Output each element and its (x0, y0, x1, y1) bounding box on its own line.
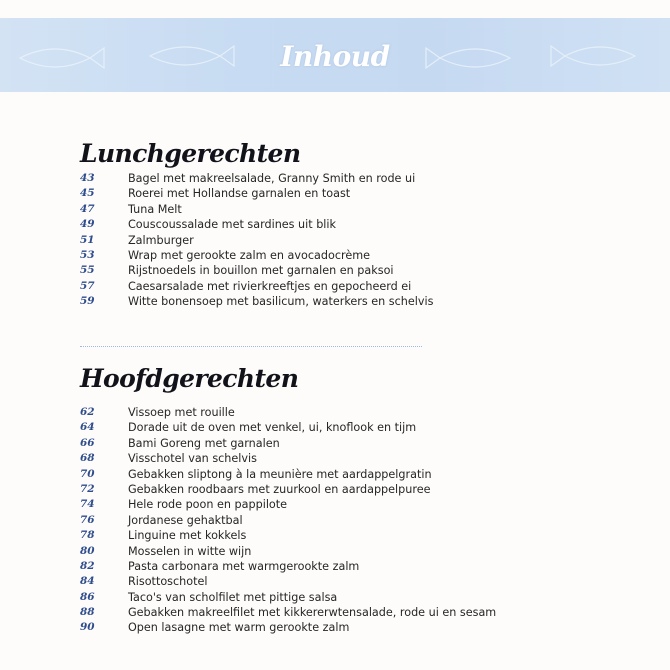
page-number: 88 (80, 606, 95, 619)
recipe-title: Dorade uit de oven met venkel, ui, knoflook en tijm (128, 421, 417, 435)
toc-item[interactable] (80, 620, 640, 635)
recipe-title: Tuna Melt (128, 202, 182, 216)
toc-list (80, 405, 640, 636)
recipe-title: Witte bonensoep met basilicum, waterkers en schelvis (128, 295, 434, 309)
page-number: 43 (80, 172, 95, 184)
page-number: 64 (80, 421, 95, 434)
toc-item[interactable] (80, 248, 640, 263)
page-number: 51 (80, 233, 95, 246)
recipe-title: Gebakken makreelfilet met kikkererwtensalade, rode ui en sesam (128, 606, 497, 620)
recipe-title: Linguine met kokkels (128, 529, 247, 543)
toc-item[interactable] (80, 605, 640, 620)
recipe-title: Zalmburger (128, 233, 194, 247)
toc-item[interactable] (80, 405, 640, 420)
header-banner (0, 18, 670, 92)
page-number: 66 (80, 436, 95, 449)
toc-item[interactable] (80, 513, 640, 528)
page-number: 86 (80, 590, 95, 603)
section-lunchgerechten (80, 137, 640, 310)
toc-list (80, 171, 640, 310)
recipe-title: Risottoschotel (128, 575, 208, 589)
toc-item[interactable] (80, 171, 640, 186)
recipe-title: Vissoep met rouille (128, 406, 235, 419)
toc-item[interactable] (80, 544, 640, 559)
recipe-title: Caesarsalade met rivierkreeftjes en gepocheerd ei (128, 279, 412, 293)
recipe-title: Gebakken sliptong à la meunière met aardappelgratin (128, 467, 432, 481)
recipe-title: Bagel met makreelsalade, Granny Smith en rode ui (128, 172, 416, 185)
page-number: 57 (80, 279, 95, 292)
recipe-title: Rijstnoedels in bouillon met garnalen en paksoi (128, 264, 394, 278)
page-number: 72 (80, 482, 95, 495)
recipe-title: Hele rode poon en pappilote (128, 498, 288, 512)
recipe-title: Visschotel van schelvis (128, 452, 257, 466)
page-number: 82 (80, 559, 95, 572)
toc-item[interactable] (80, 482, 640, 497)
page-number: 84 (80, 575, 95, 588)
recipe-title: Wrap met gerookte zalm en avocadocrème (128, 248, 370, 262)
recipe-title: Bami Goreng met garnalen (128, 436, 280, 450)
toc-item[interactable] (80, 436, 640, 451)
toc-item[interactable] (80, 559, 640, 574)
page-number: 70 (80, 467, 95, 480)
section-divider (80, 346, 422, 347)
toc-item[interactable] (80, 497, 640, 512)
page-number: 49 (80, 218, 95, 231)
toc-item[interactable] (80, 233, 640, 248)
page-number: 90 (80, 621, 95, 634)
toc-item[interactable] (80, 186, 640, 201)
recipe-title: Couscoussalade met sardines uit blik (128, 218, 336, 232)
recipe-title: Taco's van scholfilet met pittige salsa (128, 590, 338, 604)
recipe-title: Open lasagne met warm gerookte zalm (128, 621, 350, 635)
toc-item[interactable] (80, 202, 640, 217)
toc-item[interactable] (80, 263, 640, 278)
toc-item[interactable] (80, 574, 640, 589)
toc-item[interactable] (80, 467, 640, 482)
page-number: 80 (80, 544, 95, 557)
page-number: 62 (80, 406, 95, 418)
toc-item[interactable] (80, 217, 640, 232)
toc-item[interactable] (80, 294, 640, 309)
page-number: 68 (80, 452, 95, 465)
page-number: 53 (80, 248, 95, 261)
section-title: Hoofdgerechten (80, 364, 299, 393)
section-title: Lunchgerechten (80, 139, 301, 168)
section-hoofdgerechten (80, 362, 640, 636)
page-number: 55 (80, 264, 95, 277)
page-number: 76 (80, 513, 95, 526)
recipe-title: Gebakken roodbaars met zuurkool en aardappelpuree (128, 482, 431, 496)
page-title: Inhoud (280, 40, 390, 73)
recipe-title: Mosselen in witte wijn (128, 544, 252, 558)
toc-item[interactable] (80, 590, 640, 605)
page-number: 59 (80, 295, 95, 308)
page-number: 45 (80, 187, 95, 200)
page-number: 78 (80, 529, 95, 542)
recipe-title: Pasta carbonara met warmgerookte zalm (128, 559, 360, 573)
toc-item[interactable] (80, 279, 640, 294)
page-number: 74 (80, 498, 95, 511)
recipe-title: Jordanese gehaktbal (128, 513, 243, 527)
toc-item[interactable] (80, 528, 640, 543)
recipe-title: Roerei met Hollandse garnalen en toast (128, 187, 351, 201)
page-number: 47 (80, 202, 95, 215)
toc-item[interactable] (80, 451, 640, 466)
toc-item[interactable] (80, 420, 640, 435)
